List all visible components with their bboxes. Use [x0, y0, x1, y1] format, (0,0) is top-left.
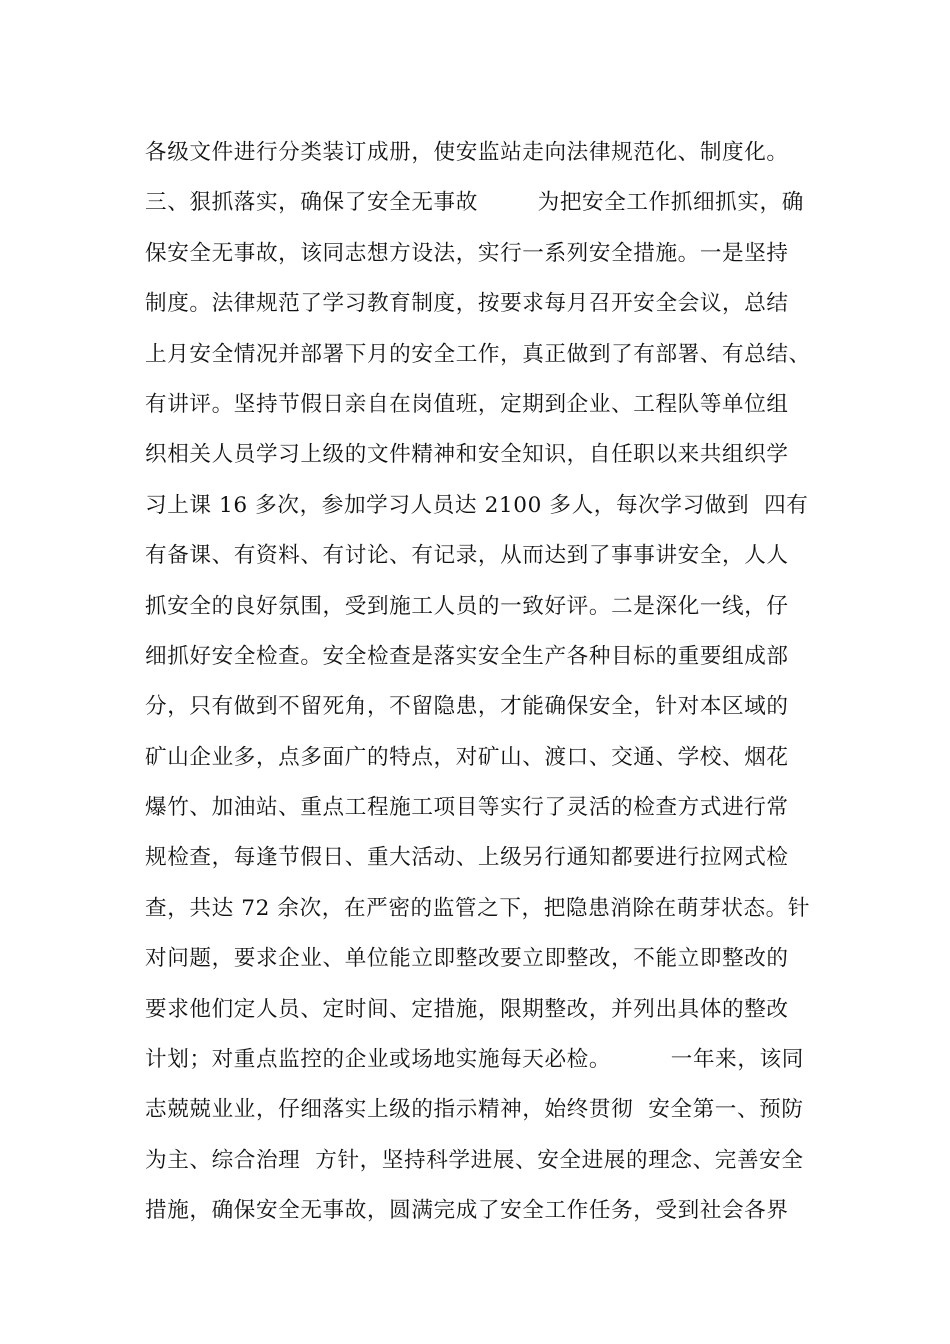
text-line: 三、狠抓落实，确保了安全无事故 为把安全工作抓细抓实，确	[145, 190, 804, 216]
text-line: 要求他们定人员、定时间、定措施，限期整改，并列出具体的整改	[145, 996, 789, 1022]
body-text	[145, 128, 825, 1237]
text-line: 为主、综合治理 方针，坚持科学进展、安全进展的理念、完善安全	[145, 1147, 804, 1173]
text-line: 爆竹、加油站、重点工程施工项目等实行了灵活的检查方式进行常	[145, 795, 789, 821]
text-line: 上月安全情况并部署下月的安全工作，真正做到了有部署、有总结、	[145, 341, 811, 367]
text-line: 查，共达 72 余次，在严密的监管之下，把隐患消除在萌芽状态。针	[145, 895, 811, 921]
text-line: 对问题，要求企业、单位能立即整改要立即整改，不能立即整改的	[145, 946, 789, 972]
text-line: 保安全无事故，该同志想方设法，实行一系列安全措施。一是坚持	[145, 240, 789, 266]
text-line: 志兢兢业业，仔细落实上级的指示精神，始终贯彻 安全第一、预防	[145, 1097, 804, 1123]
text-line: 抓安全的良好氛围，受到施工人员的一致好评。二是深化一线，仔	[145, 593, 789, 619]
text-line: 织相关人员学习上级的文件精神和安全知识，自任职以来共组织学	[145, 442, 789, 468]
text-line: 习上课 16 多次，参加学习人员达 2100 多人，每次学习做到 四有	[145, 492, 809, 518]
text-line: 规检查，每逢节假日、重大活动、上级另行通知都要进行拉网式检	[145, 845, 789, 871]
text-line: 计划；对重点监控的企业或场地实施每天必检。 一年来，该同	[145, 1047, 804, 1073]
text-line: 分，只有做到不留死角，不留隐患，才能确保安全，针对本区域的	[145, 694, 789, 720]
text-line: 措施，确保安全无事故，圆满完成了安全工作任务，受到社会各界	[145, 1198, 789, 1224]
text-line: 制度。法律规范了学习教育制度，按要求每月召开安全会议，总结	[145, 291, 789, 317]
text-line: 各级文件进行分类装订成册，使安监站走向法律规范化、制度化。	[145, 140, 789, 165]
text-line: 有讲评。坚持节假日亲自在岗值班，定期到企业、工程队等单位组	[145, 391, 789, 417]
text-line: 细抓好安全检查。安全检查是落实安全生产各种目标的重要组成部	[145, 643, 789, 669]
text-line: 有备课、有资料、有讨论、有记录，从而达到了事事讲安全，人人	[145, 543, 789, 569]
text-line: 矿山企业多，点多面广的特点，对矿山、渡口、交通、学校、烟花	[145, 744, 789, 770]
